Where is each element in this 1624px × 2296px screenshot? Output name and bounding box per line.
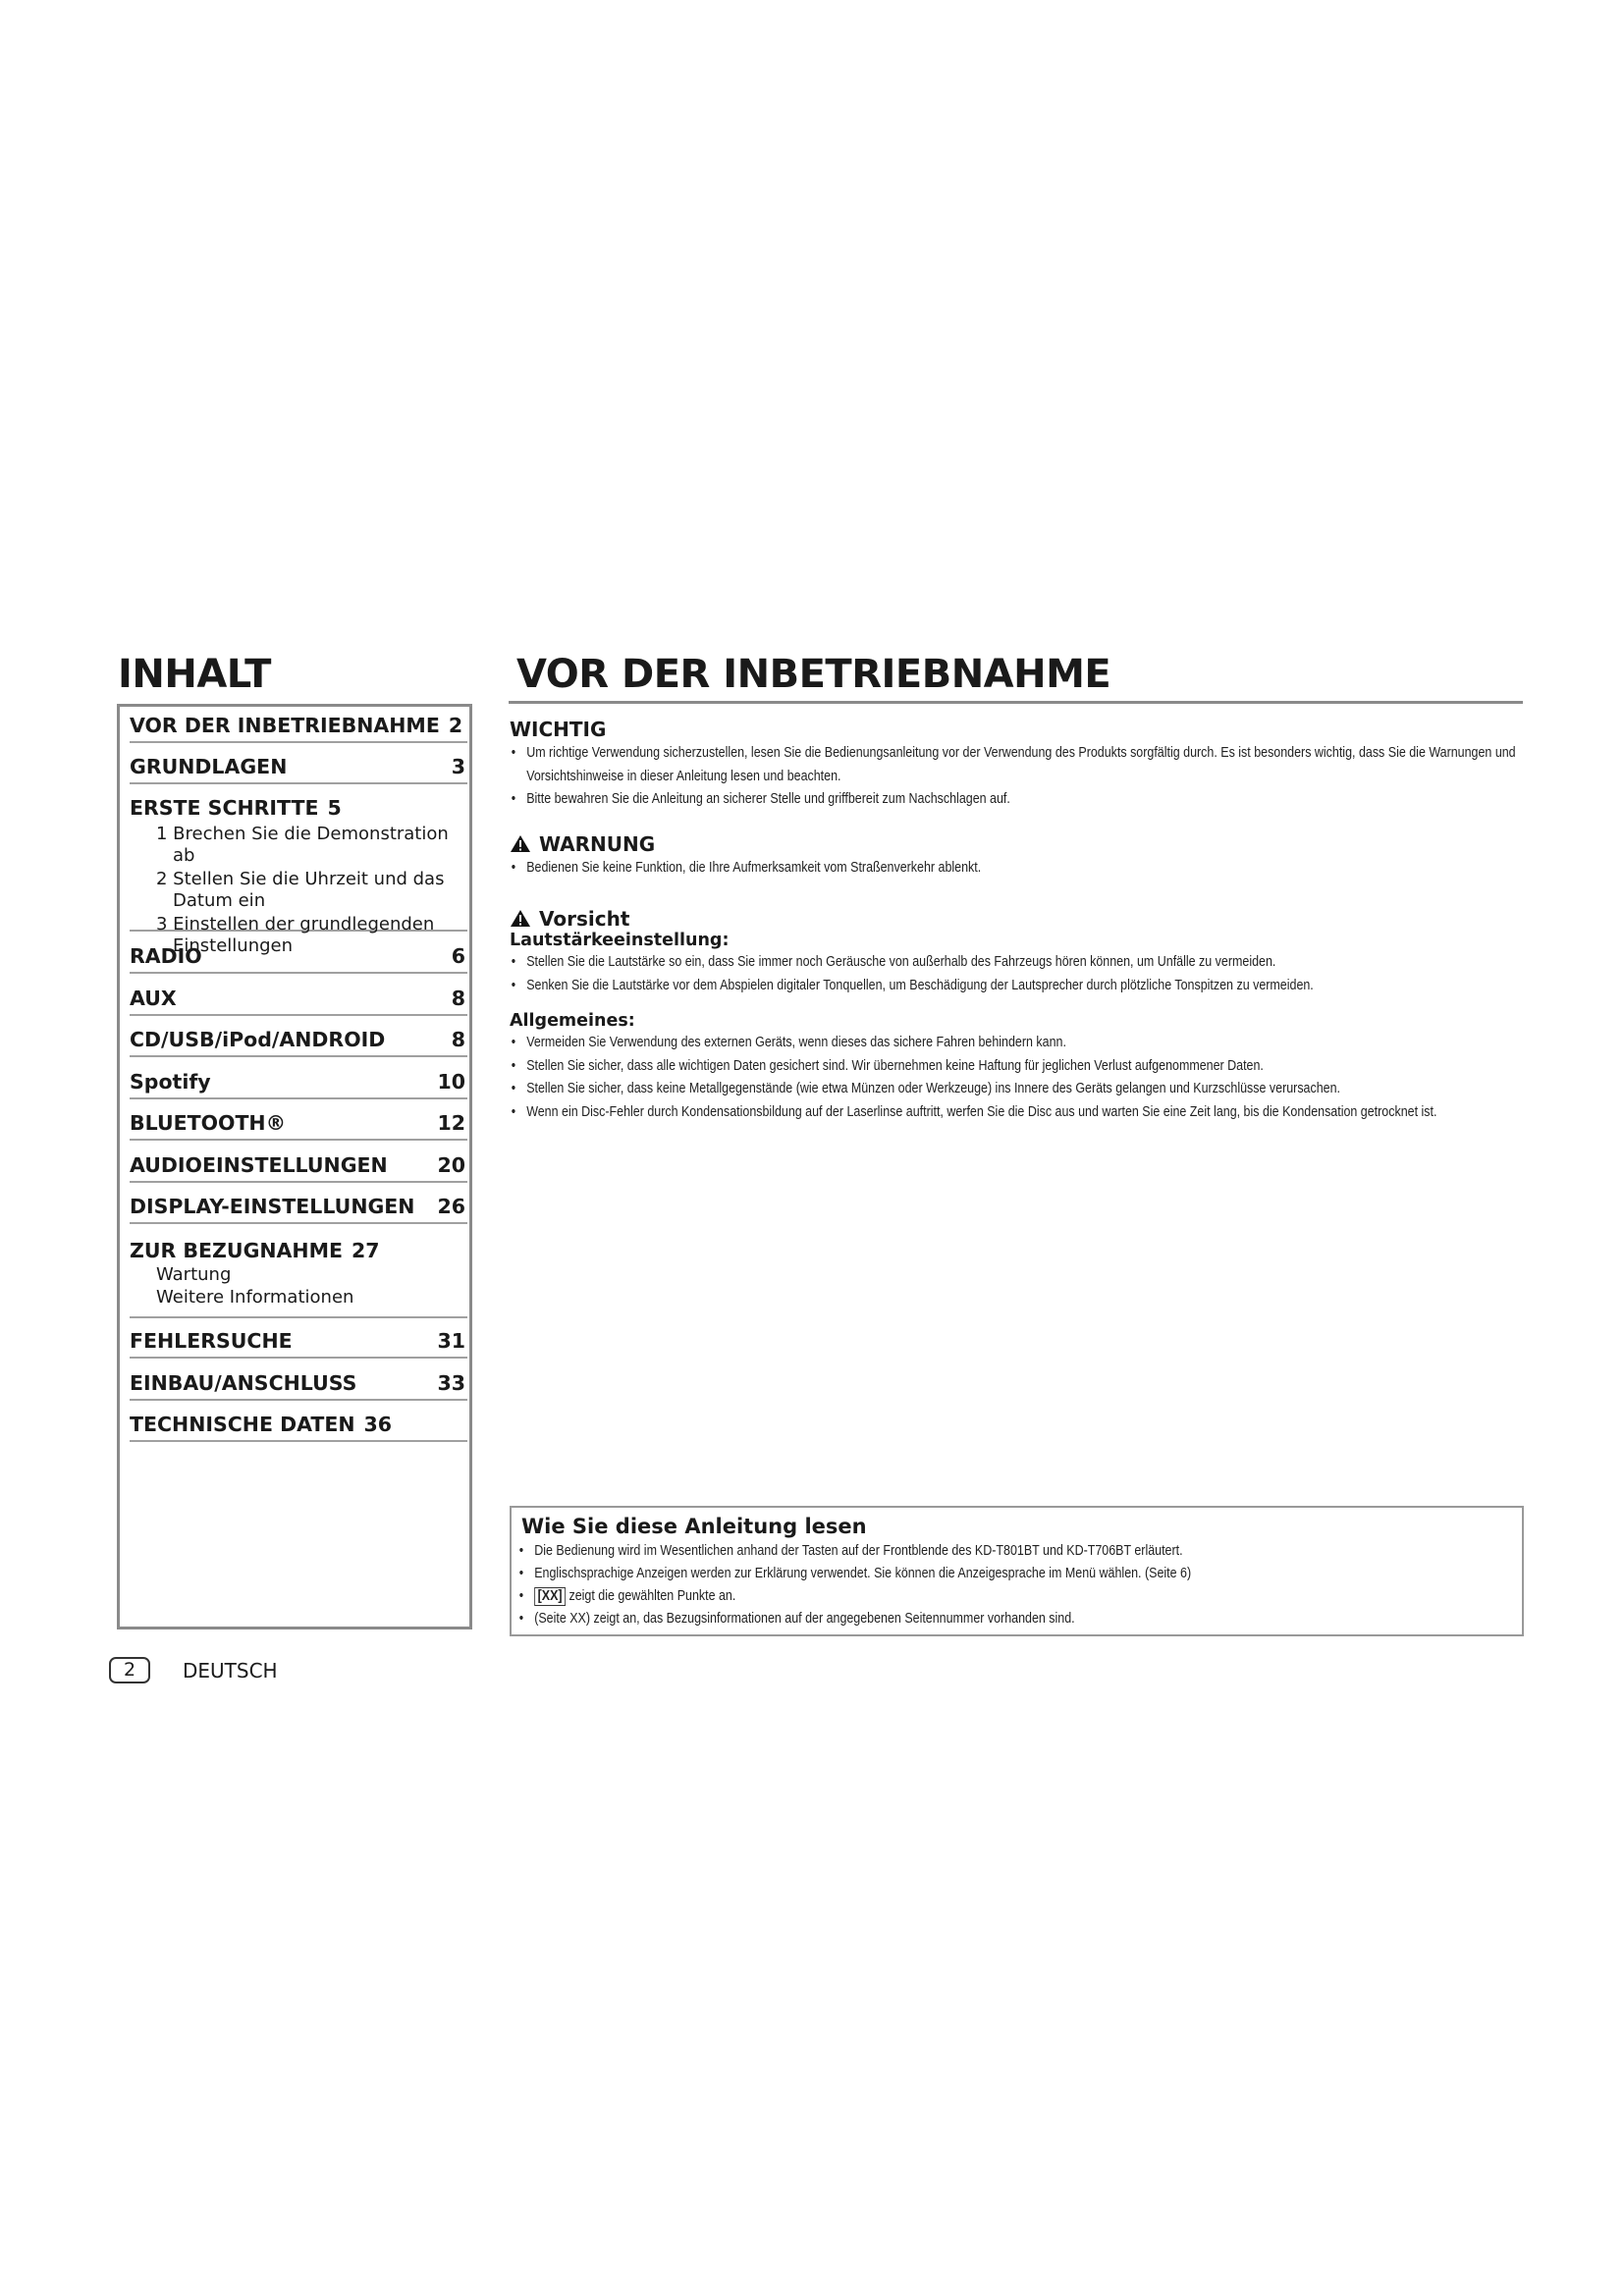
toc-entry[interactable] (130, 1065, 467, 1099)
toc-entry-label: AUX (130, 987, 177, 1010)
toc-entry-label: CD/USB/iPod/ANDROID (130, 1028, 386, 1051)
list-item: • Um richtige Verwendung sicherzustellen, lesen Sie die Bedienungsanleitung vor der Verwendung des Produkts sorgfältig durch. Es ist besonders wichtig, dass Sie die Warnungen und Vorsichtshinweise in dieser Anleitung lesen und beachten. (510, 742, 1525, 788)
toc-entry[interactable] (130, 1366, 467, 1401)
toc-panel (117, 704, 472, 1629)
toc-entry-label: GRUNDLAGEN (130, 755, 288, 778)
vorsicht-heading-text: Vorsicht (539, 907, 630, 931)
toc-entry[interactable] (130, 750, 467, 784)
warning-triangle-icon (510, 834, 531, 858)
toc-entry-label: RADIO (130, 944, 202, 968)
toc-entry-page: 31 (437, 1329, 465, 1353)
toc-subentry[interactable]: 3 Einstellen der grundlegenden Einstellungen (156, 914, 435, 956)
list-item-text: zeigt die gewählten Punkte an. (566, 1588, 736, 1604)
how-to-read-box (510, 1506, 1524, 1636)
list-item: • (Seite XX) zeigt an, das Bezugsinformationen auf der angegebenen Seitennummer vorhanden sind. (517, 1608, 1522, 1630)
toc-entry-page: 36 (363, 1413, 393, 1436)
toc-entry[interactable] (130, 939, 467, 974)
toc-subentry[interactable]: 1 Brechen Sie die Demonstration ab (156, 824, 449, 866)
how-to-read-list (517, 1540, 1522, 1630)
toc-entry-page: 8 (451, 987, 465, 1010)
list-item: • Wenn ein Disc-Fehler durch Kondensationsbildung auf der Laserlinse auftritt, werfen Sie die Disc aus und warten Sie eine Zeit lang, bis die Kondensation getrocknet ist. (510, 1101, 1525, 1125)
toc-entry-label: BLUETOOTH® (130, 1111, 287, 1135)
toc-entry-label: ZUR BEZUGNAHME (130, 1239, 343, 1262)
list-item: • Stellen Sie die Lautstärke so ein, dass Sie immer noch Geräusche von außerhalb des Fahrzeugs hören können, um Unfälle zu vermeiden. (510, 951, 1525, 975)
toc-entry-label: AUDIOEINSTELLUNGEN (130, 1153, 388, 1177)
warnung-heading (510, 832, 655, 858)
wichtig-heading: WICHTIG (510, 718, 607, 741)
toc-entry[interactable] (130, 709, 467, 743)
toc-entry-page: 2 (448, 714, 463, 737)
toc-entry-label: VOR DER INBETRIEBNAHME (130, 714, 440, 737)
page-language: DEUTSCH (183, 1659, 278, 1682)
toc-subentry[interactable]: Wartung (156, 1264, 232, 1285)
list-item: • Bitte bewahren Sie die Anleitung an sicherer Stelle und griffbereit zum Nachschlagen auf. (510, 788, 1525, 812)
toc-entry-page: 33 (437, 1371, 465, 1395)
allgemeines-list (510, 1032, 1525, 1124)
toc-entry-page: 10 (437, 1070, 465, 1094)
toc-subentry[interactable]: 2 Stellen Sie die Uhrzeit und das Datum ein (156, 869, 445, 911)
lautstaerke-heading: Lautstärkeeinstellung: (510, 931, 730, 950)
section-title: VOR DER INBETRIEBNAHME (516, 652, 1111, 697)
toc-entry[interactable] (130, 1408, 467, 1442)
boxed-placeholder: [XX] (534, 1587, 566, 1606)
toc-entry[interactable] (130, 1232, 467, 1318)
list-item: • Vermeiden Sie Verwendung des externen Geräts, wenn dieses das sichere Fahren behindern kann. (510, 1032, 1525, 1055)
toc-subentry[interactable]: Weitere Informationen (156, 1287, 354, 1308)
toc-entry[interactable] (130, 1106, 467, 1141)
toc-entry[interactable] (130, 1190, 467, 1224)
toc-entry-label: Spotify (130, 1070, 211, 1094)
lautstaerke-list (510, 951, 1525, 997)
toc-entry-label: ERSTE SCHRITTE (130, 796, 319, 820)
toc-entry[interactable] (130, 1148, 467, 1183)
toc-entry-page: 20 (437, 1153, 465, 1177)
list-item: • Englischsprachige Anzeigen werden zur Erklärung verwendet. Sie können die Anzeigesprache im Menü wählen. (Seite 6) (517, 1563, 1522, 1585)
toc-entry-page: 5 (327, 796, 342, 820)
toc-entry-page: 26 (437, 1195, 465, 1218)
toc-entry-label: FEHLERSUCHE (130, 1329, 293, 1353)
allgemeines-heading: Allgemeines: (510, 1011, 635, 1031)
how-to-read-heading: Wie Sie diese Anleitung lesen (521, 1515, 867, 1538)
warnung-list (510, 857, 1525, 881)
page-number: 2 (109, 1657, 150, 1683)
vorsicht-heading (510, 907, 629, 933)
list-item (517, 1585, 1522, 1608)
toc-entry[interactable] (130, 1023, 467, 1057)
toc-entry-label: EINBAU/ANSCHLUSS (130, 1371, 357, 1395)
list-item: • Die Bedienung wird im Wesentlichen anhand der Tasten auf der Frontblende des KD-T801BT und KD-T706BT erläutert. (517, 1540, 1522, 1563)
wichtig-list (510, 742, 1525, 812)
list-item: • Stellen Sie sicher, dass keine Metallgegenstände (wie etwa Münzen oder Werkzeuge) ins Innere des Geräts gelangen und Kurzschlüsse verursachen. (510, 1078, 1525, 1101)
list-item: • Bedienen Sie keine Funktion, die Ihre Aufmerksamkeit vom Straßenverkehr ablenkt. (510, 857, 1525, 881)
toc-entry-label: TECHNISCHE DATEN (130, 1413, 355, 1436)
toc-entry-page: 6 (451, 944, 465, 968)
toc-entry-label: DISPLAY-EINSTELLUNGEN (130, 1195, 415, 1218)
toc-title: INHALT (118, 652, 271, 697)
toc-entry[interactable] (130, 1324, 467, 1359)
warnung-heading-text: WARNUNG (539, 832, 656, 856)
toc-entry-page: 3 (451, 755, 465, 778)
caution-triangle-icon (510, 909, 531, 933)
title-rule (509, 701, 1523, 704)
toc-entry[interactable] (130, 982, 467, 1016)
list-item: • Stellen Sie sicher, dass alle wichtigen Daten gesichert sind. Wir übernehmen keine Haftung für jeglichen Verlust aufgenommener Daten. (510, 1055, 1525, 1079)
toc-entry-page: 27 (351, 1239, 380, 1262)
list-item: • Senken Sie die Lautstärke vor dem Abspielen digitaler Tonquellen, um Beschädigung der Lautsprecher durch plötzliche Tonspitzen zu vermeiden. (510, 975, 1525, 998)
toc-entry-page: 12 (437, 1111, 465, 1135)
toc-entry-page: 8 (451, 1028, 465, 1051)
